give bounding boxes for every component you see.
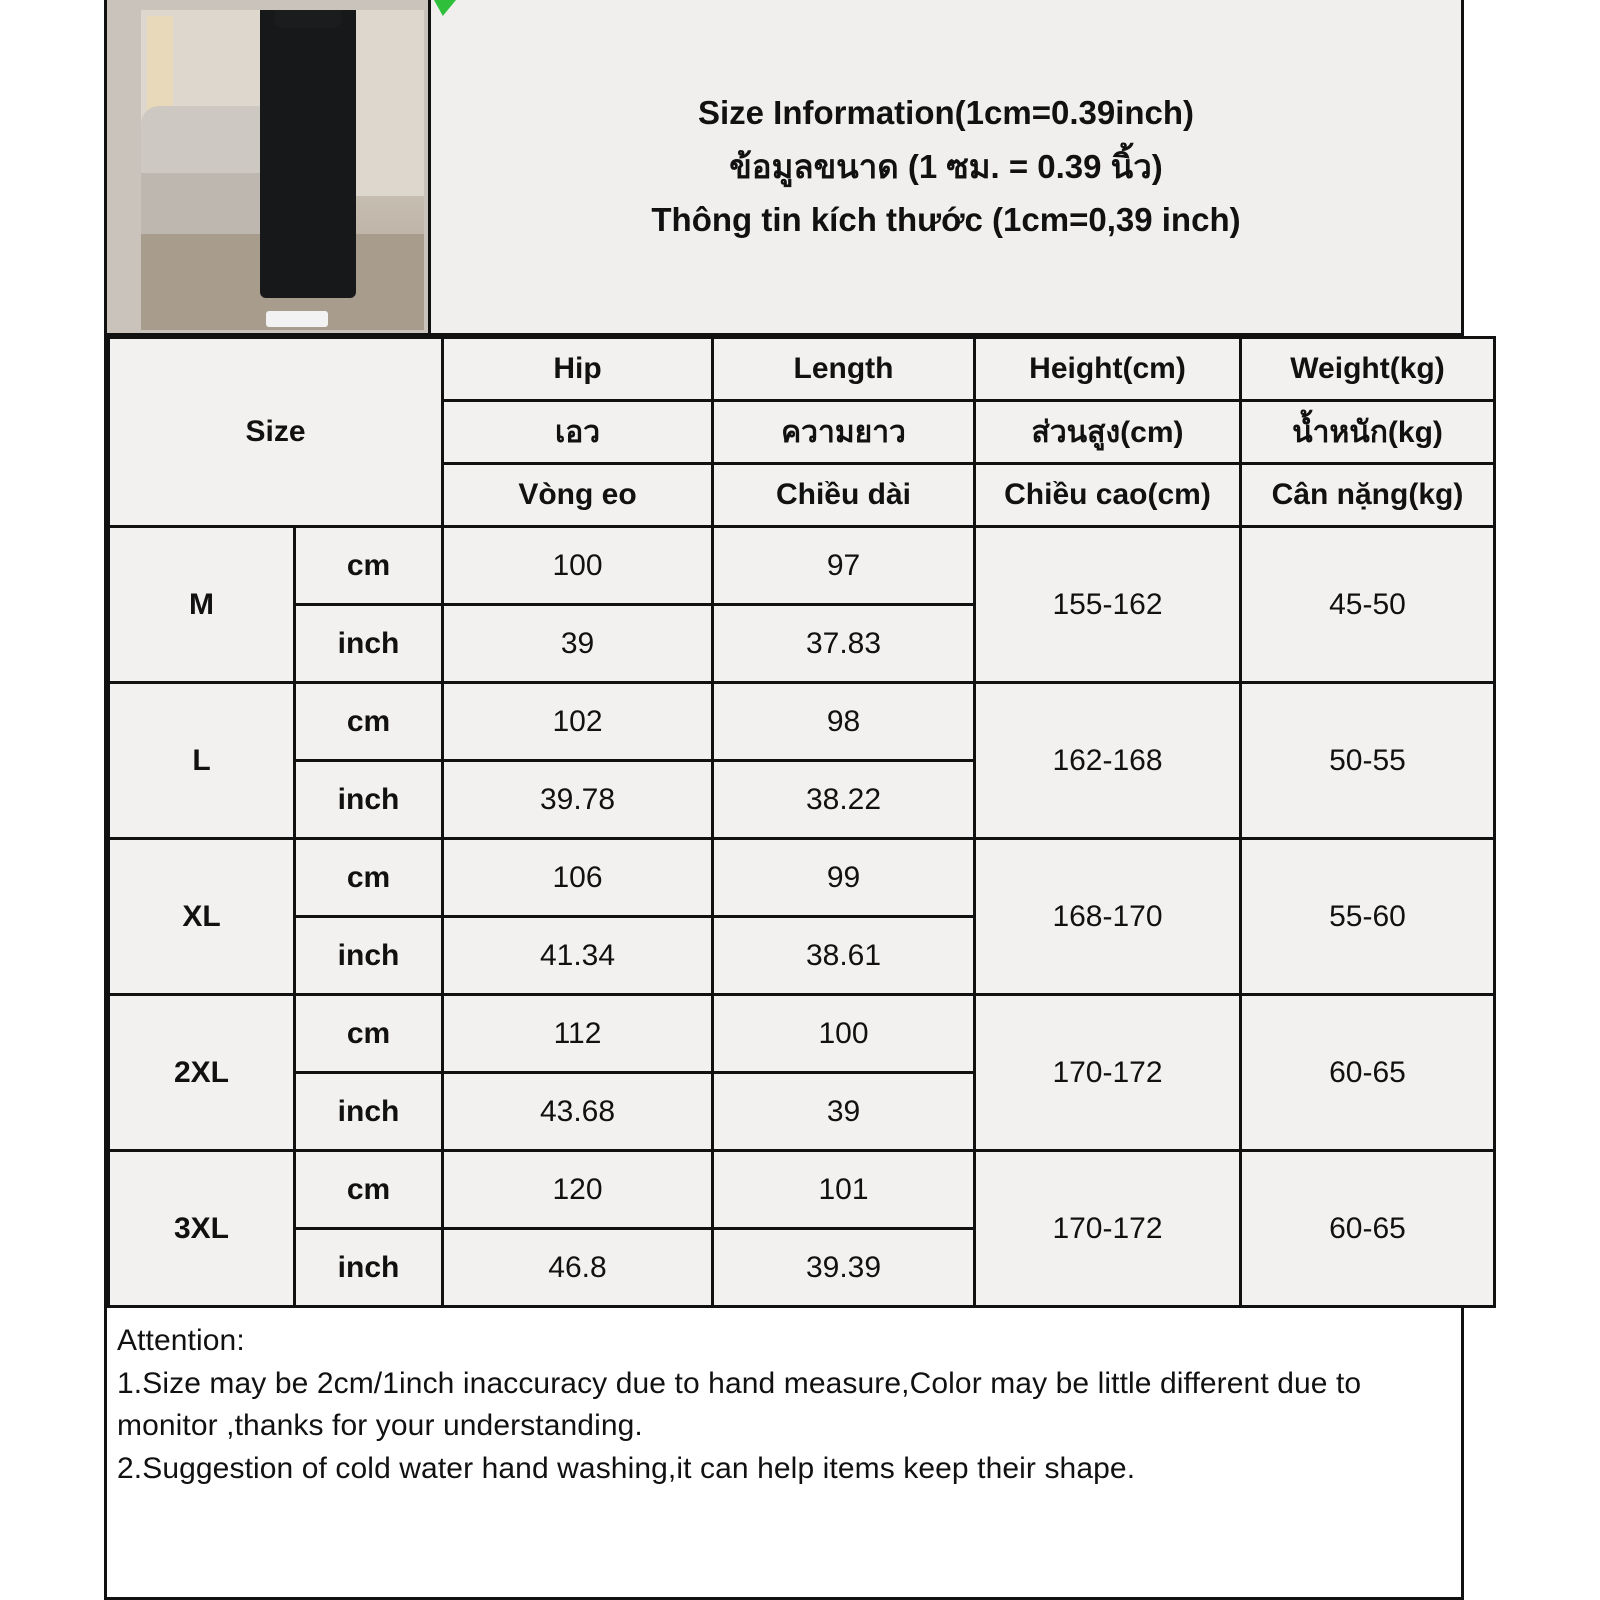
cell-length-cm: 100 bbox=[713, 995, 975, 1073]
photo-model bbox=[260, 10, 356, 298]
cell-height: 162-168 bbox=[975, 683, 1241, 839]
cell-weight: 60-65 bbox=[1241, 1151, 1495, 1307]
cell-hip-cm: 100 bbox=[443, 527, 713, 605]
attention-line-2: 2.Suggestion of cold water hand washing,it can help items keep their shape. bbox=[117, 1451, 1136, 1485]
row-size-name: 3XL bbox=[109, 1151, 295, 1307]
row-unit-inch: inch bbox=[295, 605, 443, 683]
cell-length-cm: 99 bbox=[713, 839, 975, 917]
row-unit-inch: inch bbox=[295, 917, 443, 995]
col-header-weight-th: น้ำหนัก(kg) bbox=[1241, 401, 1495, 464]
row-unit-cm: cm bbox=[295, 683, 443, 761]
table-row bbox=[109, 1151, 1495, 1229]
cell-hip-inch: 41.34 bbox=[443, 917, 713, 995]
row-unit-cm: cm bbox=[295, 1151, 443, 1229]
col-header-length-th: ความยาว bbox=[713, 401, 975, 464]
cell-length-cm: 101 bbox=[713, 1151, 975, 1229]
attention-heading: Attention: bbox=[117, 1324, 245, 1357]
cell-length-cm: 97 bbox=[713, 527, 975, 605]
cell-weight: 50-55 bbox=[1241, 683, 1495, 839]
title-line-vi: Thông tin kích thước (1cm=0,39 inch) bbox=[651, 201, 1241, 239]
row-unit-inch: inch bbox=[295, 1073, 443, 1151]
table-row bbox=[109, 527, 1495, 605]
col-header-length-vi: Chiều dài bbox=[713, 464, 975, 527]
row-size-name: M bbox=[109, 527, 295, 683]
col-header-weight-vi: Cân nặng(kg) bbox=[1241, 464, 1495, 527]
cell-length-inch: 39.39 bbox=[713, 1229, 975, 1307]
row-unit-cm: cm bbox=[295, 995, 443, 1073]
cell-height: 170-172 bbox=[975, 1151, 1241, 1307]
col-header-hip-en: Hip bbox=[443, 338, 713, 401]
col-header-hip-vi: Vòng eo bbox=[443, 464, 713, 527]
col-header-hip-th: เอว bbox=[443, 401, 713, 464]
size-table bbox=[107, 336, 1496, 1308]
title-line-en: Size Information(1cm=0.39inch) bbox=[697, 94, 1195, 132]
table-row bbox=[109, 683, 1495, 761]
cell-weight: 45-50 bbox=[1241, 527, 1495, 683]
product-photo-image bbox=[141, 10, 424, 330]
attention-block bbox=[107, 1308, 1461, 1490]
row-unit-inch: inch bbox=[295, 761, 443, 839]
cell-height: 168-170 bbox=[975, 839, 1241, 995]
cell-length-inch: 37.83 bbox=[713, 605, 975, 683]
cell-weight: 55-60 bbox=[1241, 839, 1495, 995]
col-header-height-vi: Chiều cao(cm) bbox=[975, 464, 1241, 527]
col-header-length-en: Length bbox=[713, 338, 975, 401]
cell-length-inch: 39 bbox=[713, 1073, 975, 1151]
cell-length-inch: 38.61 bbox=[713, 917, 975, 995]
col-header-weight-en: Weight(kg) bbox=[1241, 338, 1495, 401]
cell-hip-inch: 39.78 bbox=[443, 761, 713, 839]
cell-hip-inch: 43.68 bbox=[443, 1073, 713, 1151]
photo-model-top bbox=[274, 10, 341, 28]
cell-hip-inch: 39 bbox=[443, 605, 713, 683]
table-row bbox=[109, 839, 1495, 917]
col-header-height-en: Height(cm) bbox=[975, 338, 1241, 401]
cell-hip-cm: 106 bbox=[443, 839, 713, 917]
cell-length-inch: 38.22 bbox=[713, 761, 975, 839]
size-label-cell: Size bbox=[109, 338, 443, 527]
chart-header bbox=[107, 0, 1461, 336]
size-chart-sheet bbox=[104, 0, 1464, 1600]
cell-hip-cm: 112 bbox=[443, 995, 713, 1073]
col-header-height-th: ส่วนสูง(cm) bbox=[975, 401, 1241, 464]
table-header-row-en bbox=[109, 338, 1495, 401]
cell-length-cm: 98 bbox=[713, 683, 975, 761]
photo-model-shoes bbox=[266, 311, 328, 327]
attention-line-1: 1.Size may be 2cm/1inch inaccuracy due to hand measure,Color may be little different due to monitor ,thanks for your understanding. bbox=[117, 1366, 1362, 1443]
cell-height: 170-172 bbox=[975, 995, 1241, 1151]
chart-title-block bbox=[431, 0, 1461, 333]
cell-hip-cm: 120 bbox=[443, 1151, 713, 1229]
row-unit-cm: cm bbox=[295, 839, 443, 917]
product-photo bbox=[107, 0, 431, 333]
row-size-name: XL bbox=[109, 839, 295, 995]
cell-height: 155-162 bbox=[975, 527, 1241, 683]
row-size-name: 2XL bbox=[109, 995, 295, 1151]
table-row bbox=[109, 995, 1495, 1073]
cell-hip-cm: 102 bbox=[443, 683, 713, 761]
cell-weight: 60-65 bbox=[1241, 995, 1495, 1151]
row-unit-inch: inch bbox=[295, 1229, 443, 1307]
row-unit-cm: cm bbox=[295, 527, 443, 605]
title-line-th: ข้อมูลขนาด (1 ซม. = 0.39 นิ้ว) bbox=[729, 147, 1163, 185]
cell-hip-inch: 46.8 bbox=[443, 1229, 713, 1307]
row-size-name: L bbox=[109, 683, 295, 839]
